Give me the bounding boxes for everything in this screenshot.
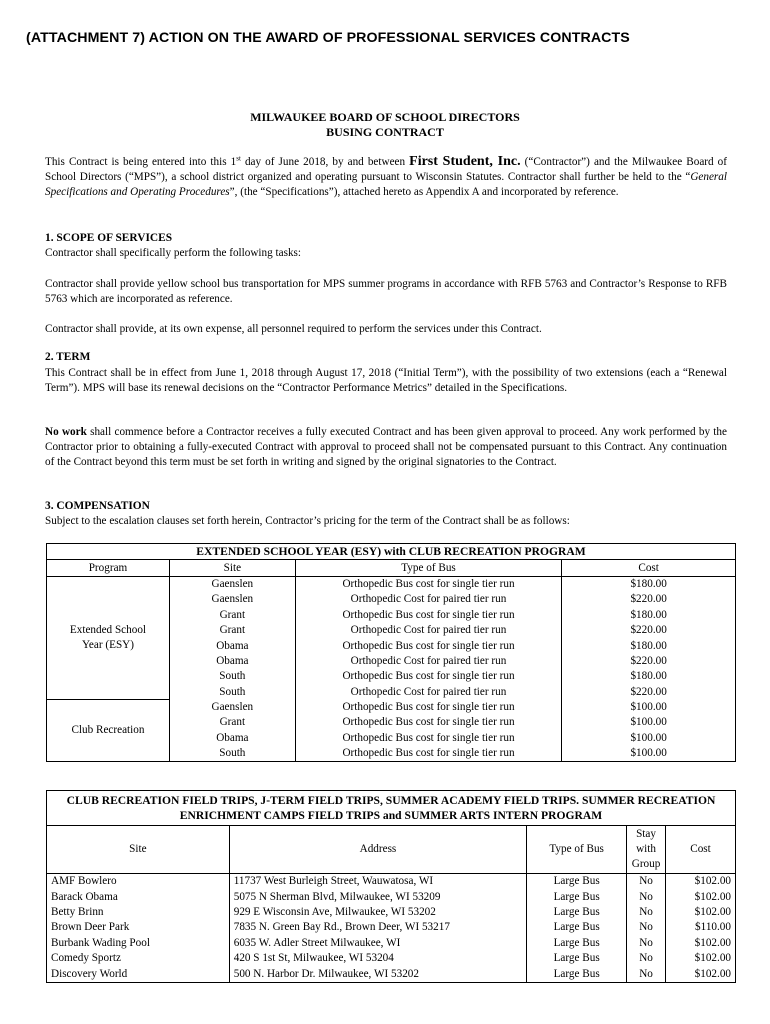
cell-cost: $102.00 <box>666 966 736 982</box>
group-esy: Extended School Year (ESY) <box>47 576 170 700</box>
cell-address: 929 E Wisconsin Ave, Milwaukee, WI 53202 <box>229 905 526 920</box>
header-cost: Cost <box>666 826 736 874</box>
cell-bus-type: Orthopedic Bus cost for single tier run <box>295 608 562 623</box>
cell-site: Grant <box>169 715 295 730</box>
header-site: Site <box>169 560 295 576</box>
cell-site: Brown Deer Park <box>47 920 230 935</box>
cell-cost: $100.00 <box>562 715 736 730</box>
cell-cost: $180.00 <box>562 669 736 684</box>
cell-address: 6035 W. Adler Street Milwaukee, WI <box>229 936 526 951</box>
table-row <box>47 874 736 890</box>
cell-bus-type: Orthopedic Bus cost for single tier run <box>295 669 562 684</box>
cell-address: 5075 N Sherman Blvd, Milwaukee, WI 53209 <box>229 889 526 904</box>
cell-cost: $220.00 <box>562 685 736 700</box>
cell-bus-type: Orthopedic Bus cost for single tier run <box>295 700 562 715</box>
cell-cost: $180.00 <box>562 638 736 653</box>
cell-cost: $102.00 <box>666 905 736 920</box>
cell-site: Discovery World <box>47 966 230 982</box>
specs-title: General Specifications and Operating Procedures <box>45 171 727 199</box>
cell-cost: $102.00 <box>666 889 736 904</box>
cell-stay: No <box>627 920 666 935</box>
cell-cost: $102.00 <box>666 936 736 951</box>
cell-bus-type: Large Bus <box>527 889 627 904</box>
table-row <box>47 951 736 966</box>
table-row <box>47 966 736 982</box>
cell-cost: $220.00 <box>562 623 736 638</box>
cell-site: Burbank Wading Pool <box>47 936 230 951</box>
intro-paragraph: This Contract is being entered into this 1st day of June 2018, by and between First Student, Inc. (“Contractor”) and the Milwaukee Board of School Directors (“MPS”), a school district organized and operating pursuant to Wisconsin Statutes. Contractor shall further be held to the “General Specifications and Operating Procedures”, (the “Specifications”), attached hereto as Appendix A and incorporated by reference. <box>45 154 727 199</box>
cell-stay: No <box>627 951 666 966</box>
table-row <box>47 920 736 935</box>
cell-bus-type: Orthopedic Cost for paired tier run <box>295 623 562 638</box>
cell-bus-type: Orthopedic Cost for paired tier run <box>295 592 562 607</box>
contractor-name: First Student, Inc. <box>409 154 521 169</box>
ordinal-suffix: st <box>236 154 241 163</box>
table-row <box>47 889 736 904</box>
section2-para2: No work shall commence before a Contractor receives a fully executed Contract and has been given approval to proceed. Any work performed by the Contractor prior to obtaining a fully-executed Contract with approval to proceed shall not be compensated pursuant to this Contract. Any continuation of the Contract beyond this term must be set forth in writing and signed by the original signatories to the Contract. <box>45 426 727 469</box>
cell-site: Gaenslen <box>169 592 295 607</box>
group-club-recreation: Club Recreation <box>47 700 170 762</box>
section2-para1: This Contract shall be in effect from June 1, 2018 through August 17, 2018 (“Initial Term”), with the possibility of two extensions (each a “Renewal Term”). MPS will base its renewal decisions on the “Contractor Performance Metrics” detailed in the Specifications. <box>45 367 727 395</box>
cell-bus-type: Orthopedic Bus cost for single tier run <box>295 638 562 653</box>
board-name: MILWAUKEE BOARD OF SCHOOL DIRECTORS <box>250 110 520 124</box>
field-trip-table-caption: CLUB RECREATION FIELD TRIPS, J-TERM FIELD TRIPS, SUMMER ACADEMY FIELD TRIPS. SUMMER RECREATION ENRICHMENT CAMPS FIELD TRIPS and SUMMER ARTS INTERN PROGRAM <box>47 791 736 826</box>
cell-site: South <box>169 685 295 700</box>
section2-heading: 2. TERM <box>45 351 91 363</box>
cell-cost: $220.00 <box>562 592 736 607</box>
cell-stay: No <box>627 889 666 904</box>
cell-address: 11737 West Burleigh Street, Wauwatosa, WI <box>229 874 526 890</box>
cell-stay: No <box>627 966 666 982</box>
table-row <box>47 936 736 951</box>
cell-bus-type: Orthopedic Cost for paired tier run <box>295 654 562 669</box>
cell-bus-type: Large Bus <box>527 874 627 890</box>
cell-site: Obama <box>169 638 295 653</box>
cell-address: 7835 N. Green Bay Rd., Brown Deer, WI 53217 <box>229 920 526 935</box>
cell-site: South <box>169 746 295 762</box>
cell-site: South <box>169 669 295 684</box>
cell-cost: $180.00 <box>562 576 736 592</box>
cell-bus-type: Orthopedic Bus cost for single tier run <box>295 576 562 592</box>
cell-stay: No <box>627 874 666 890</box>
cell-cost: $220.00 <box>562 654 736 669</box>
section1-lead: Contractor shall specifically perform the following tasks: <box>45 247 302 259</box>
cell-site: Comedy Sportz <box>47 951 230 966</box>
cell-cost: $180.00 <box>562 608 736 623</box>
table-row <box>47 700 736 715</box>
header-cost: Cost <box>562 560 736 576</box>
cell-cost: $102.00 <box>666 951 736 966</box>
cell-cost: $102.00 <box>666 874 736 890</box>
cell-site: Gaenslen <box>169 700 295 715</box>
no-work-lead: No work <box>45 426 87 438</box>
cell-address: 420 S 1st St, Milwaukee, WI 53204 <box>229 951 526 966</box>
cell-address: 500 N. Harbor Dr. Milwaukee, WI 53202 <box>229 966 526 982</box>
esy-table-caption: EXTENDED SCHOOL YEAR (ESY) with CLUB RECREATION PROGRAM <box>47 544 736 560</box>
cell-cost: $100.00 <box>562 731 736 746</box>
section1-heading: 1. SCOPE OF SERVICES <box>45 232 173 244</box>
cell-bus-type: Orthopedic Bus cost for single tier run <box>295 731 562 746</box>
cell-site: Barack Obama <box>47 889 230 904</box>
cell-site: Grant <box>169 608 295 623</box>
cell-bus-type: Large Bus <box>527 951 627 966</box>
cell-site: Obama <box>169 654 295 669</box>
table-row <box>47 576 736 592</box>
cell-stay: No <box>627 905 666 920</box>
cell-bus-type: Orthopedic Bus cost for single tier run <box>295 715 562 730</box>
cell-cost: $100.00 <box>562 700 736 715</box>
esy-pricing-table <box>46 543 736 762</box>
cell-site: Gaenslen <box>169 576 295 592</box>
section1-para2: Contractor shall provide, at its own expense, all personnel required to perform the services under this Contract. <box>45 323 542 335</box>
cell-site: Grant <box>169 623 295 638</box>
cell-site: Betty Brinn <box>47 905 230 920</box>
cell-bus-type: Large Bus <box>527 920 627 935</box>
field-trip-pricing-table <box>46 790 736 983</box>
header-program: Program <box>47 560 170 576</box>
cell-site: AMF Bowlero <box>47 874 230 890</box>
header-type-of-bus: Type of Bus <box>295 560 562 576</box>
header-type-of-bus: Type of Bus <box>527 826 627 874</box>
cell-cost: $100.00 <box>562 746 736 762</box>
contract-title: BUSING CONTRACT <box>326 125 444 139</box>
section1-para1: Contractor shall provide yellow school bus transportation for MPS summer programs in accordance with RFB 5763 and Contractor’s Response to RFB 5763 which are incorporated as reference. <box>45 278 727 306</box>
section3-heading: 3. COMPENSATION <box>45 500 150 512</box>
cell-cost: $110.00 <box>666 920 736 935</box>
header-stay-with-group: Stay with Group <box>627 826 666 874</box>
cell-site: Obama <box>169 731 295 746</box>
header-address: Address <box>229 826 526 874</box>
cell-stay: No <box>627 936 666 951</box>
cell-bus-type: Orthopedic Bus cost for single tier run <box>295 746 562 762</box>
cell-bus-type: Large Bus <box>527 905 627 920</box>
cell-bus-type: Large Bus <box>527 936 627 951</box>
cell-bus-type: Large Bus <box>527 966 627 982</box>
cell-bus-type: Orthopedic Cost for paired tier run <box>295 685 562 700</box>
table-row <box>47 905 736 920</box>
section3-lead: Subject to the escalation clauses set forth herein, Contractor’s pricing for the term of the Contract shall be as follows: <box>45 515 570 527</box>
attachment-title: (ATTACHMENT 7) ACTION ON THE AWARD OF PROFESSIONAL SERVICES CONTRACTS <box>26 30 630 46</box>
header-site: Site <box>47 826 230 874</box>
